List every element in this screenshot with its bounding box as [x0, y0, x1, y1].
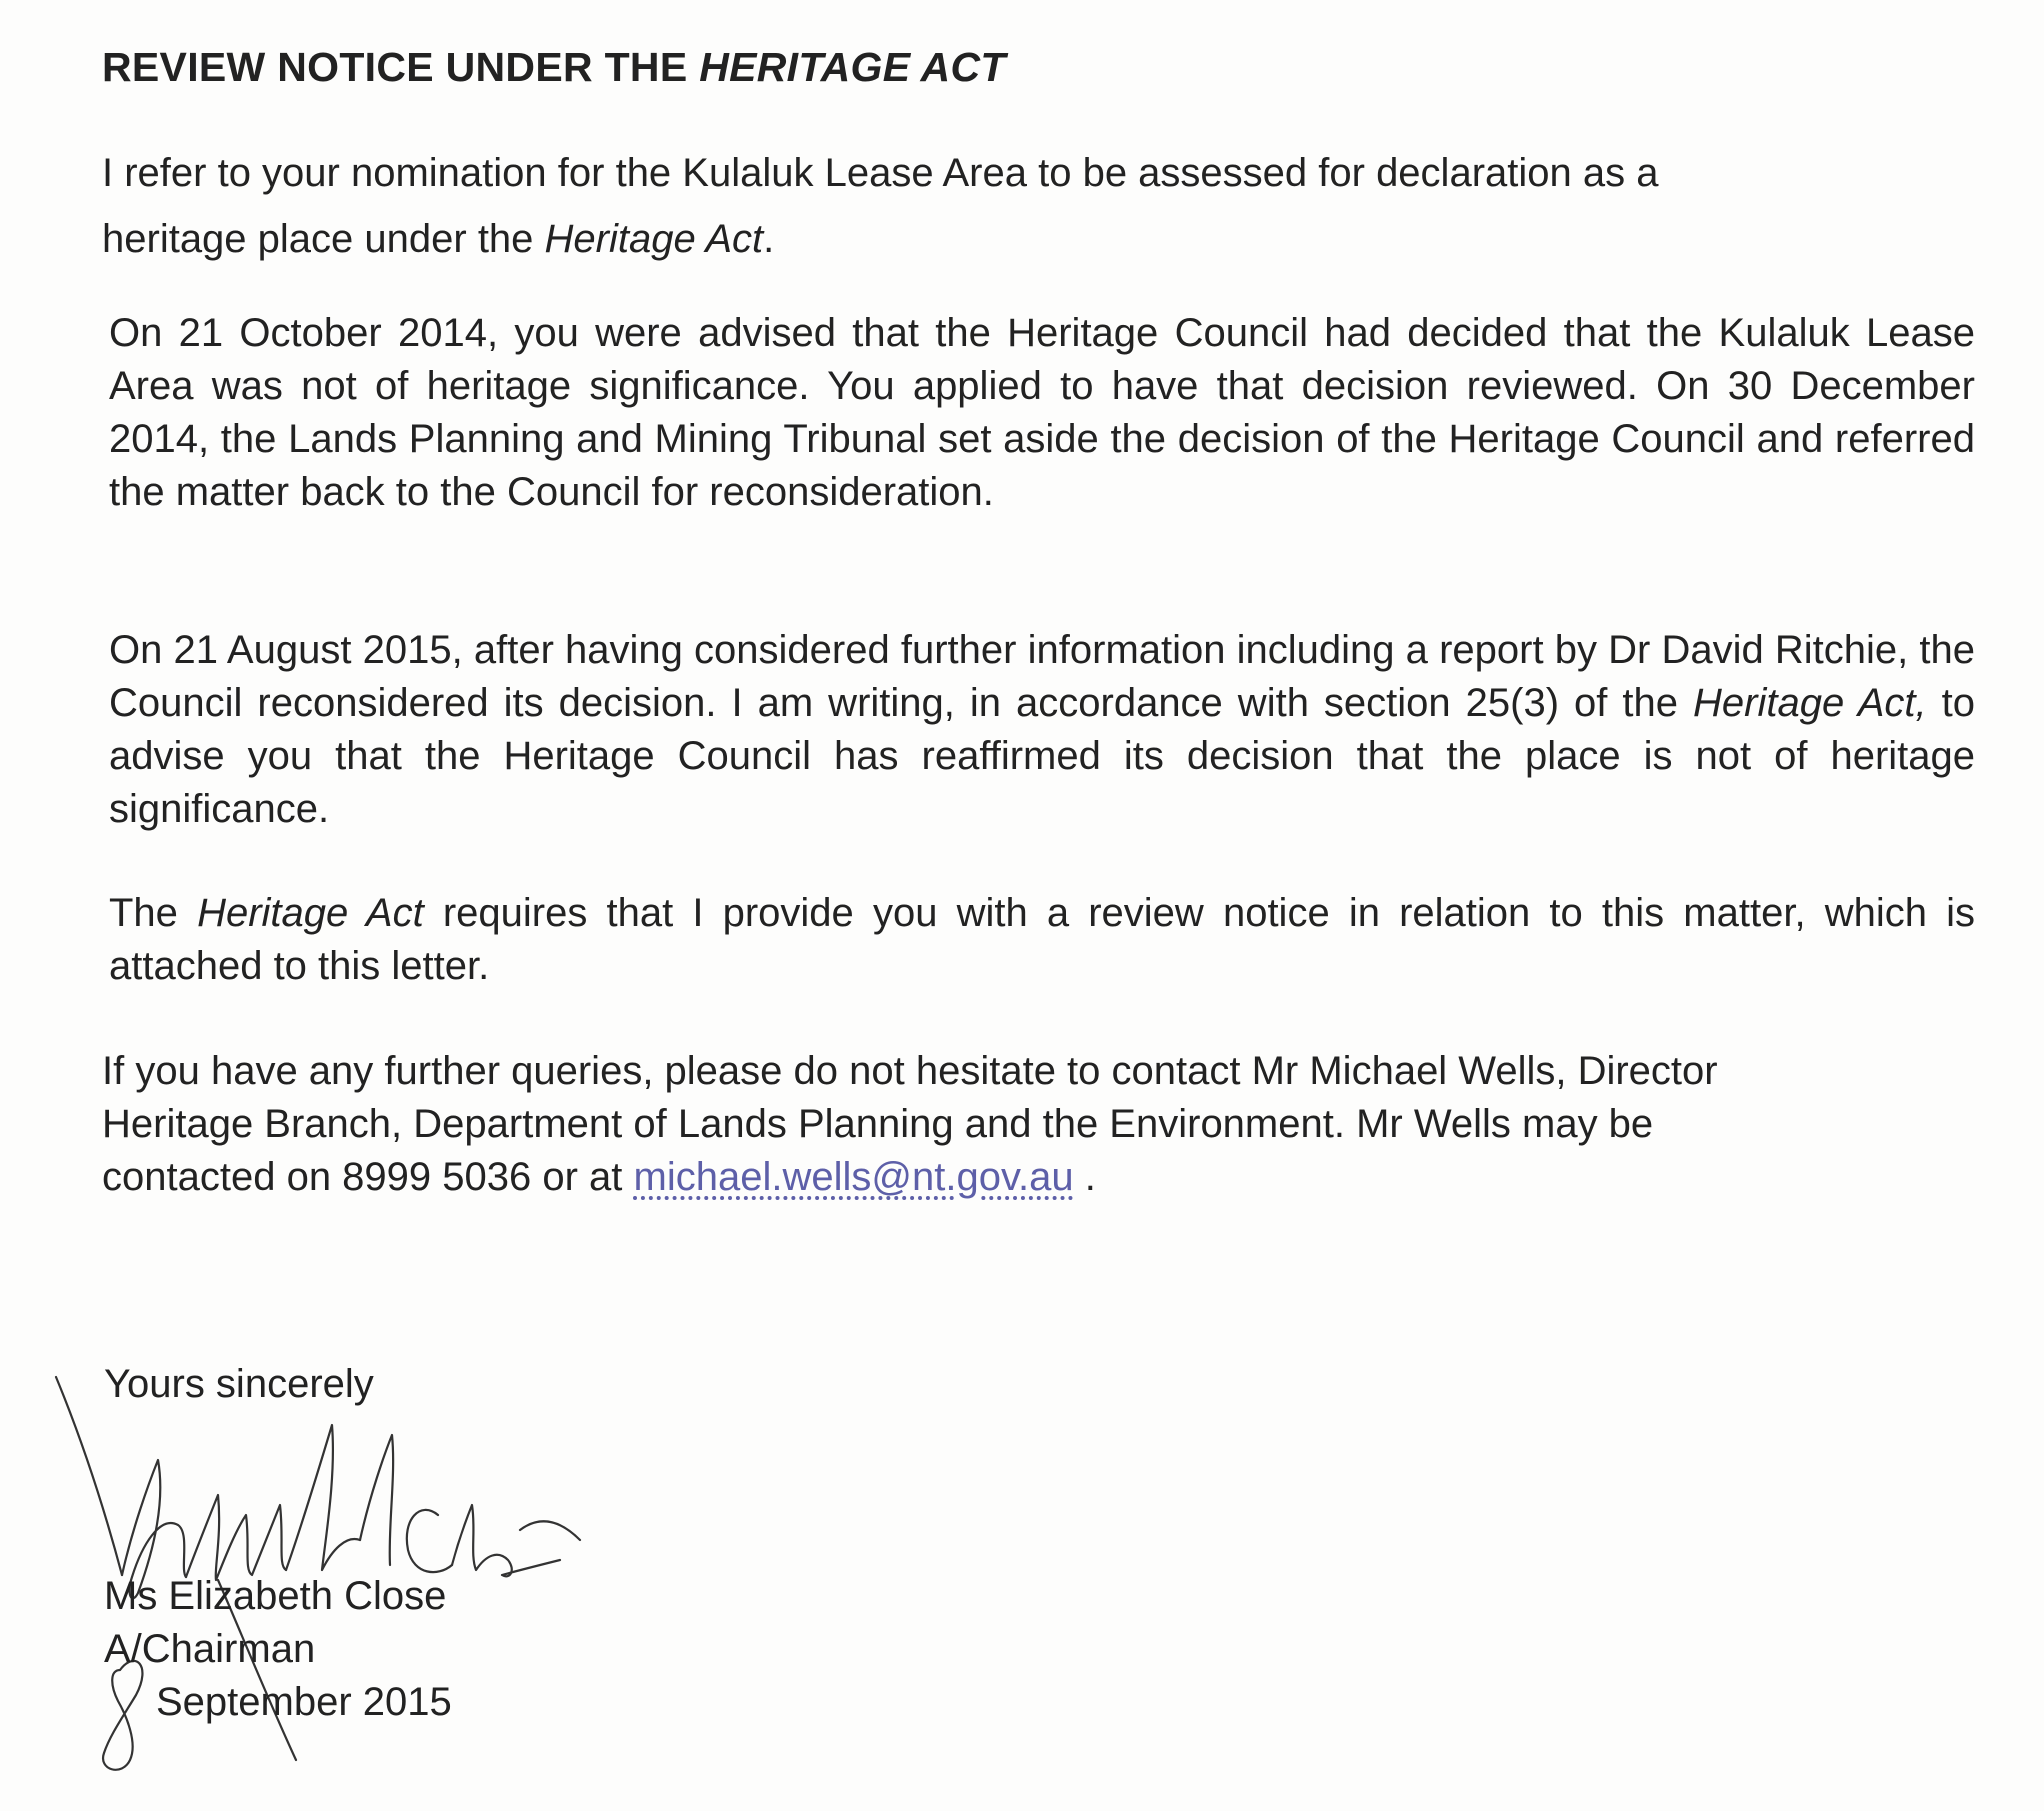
closing-salutation: Yours sincerely	[104, 1362, 374, 1406]
act-name-italic: Heritage Act	[544, 217, 764, 261]
paragraph-line: Heritage Branch, Department of Lands Planning and the Environment. Mr Wells may be	[102, 1102, 1654, 1146]
paragraph-contact	[102, 1045, 1718, 1204]
title-italic-act-name: HERITAGE ACT	[699, 44, 1006, 90]
signatory-name: Ms Elizabeth Close	[104, 1574, 447, 1618]
title-text: REVIEW NOTICE UNDER THE	[102, 44, 700, 90]
letter-date: September 2015	[156, 1680, 452, 1724]
email-link[interactable]: michael.wells@nt.gov.au	[633, 1155, 1074, 1199]
act-name-italic: Heritage Act	[197, 891, 424, 935]
act-name-italic: Heritage Act,	[1693, 681, 1927, 725]
text-segment: .	[1073, 1155, 1096, 1199]
text-segment: requires that I provide you with a review notice in relation to this matter, which is attached to this letter.	[109, 891, 1975, 988]
paragraph-line: I refer to your nomination for the Kulaluk Lease Area to be assessed for declaration as a	[102, 151, 1659, 195]
document-title	[102, 44, 1006, 91]
paragraph-nomination	[102, 140, 1658, 272]
paragraph-reconsideration	[109, 624, 1975, 836]
text-segment: to advise you that the Heritage Council has reaffirmed its decision that the place is not of heritage significance.	[109, 681, 1975, 831]
paragraph-review-notice	[109, 887, 1975, 993]
paragraph-line	[102, 206, 1658, 272]
paragraph-line: If you have any further queries, please do not hesitate to contact Mr Michael Wells, Director	[102, 1049, 1718, 1093]
signatory-role: A/Chairman	[104, 1627, 316, 1671]
paragraph-prior-decision: On 21 October 2014, you were advised that the Heritage Council had decided that the Kulaluk Lease Area was not of heritage significance. You applied to have that decision reviewed. On 30 December 2014, the Lands Planning and Mining Tribunal set aside the decision of the Heritage Council and referred the matter back to the Council for reconsideration.	[109, 311, 1975, 514]
paragraph-line	[102, 1151, 1718, 1204]
text-segment: On 21 August 2015, after having considered further information including a report by Dr David Ritchie, the Council reconsidered its decision. I am writing, in accordance with section 25(3) of the	[109, 628, 1975, 725]
text-segment: .	[763, 217, 775, 261]
text-segment: heritage place under the	[102, 217, 545, 261]
text-segment: contacted on 8999 5036 or at	[102, 1155, 634, 1199]
text-segment: The	[109, 891, 198, 935]
